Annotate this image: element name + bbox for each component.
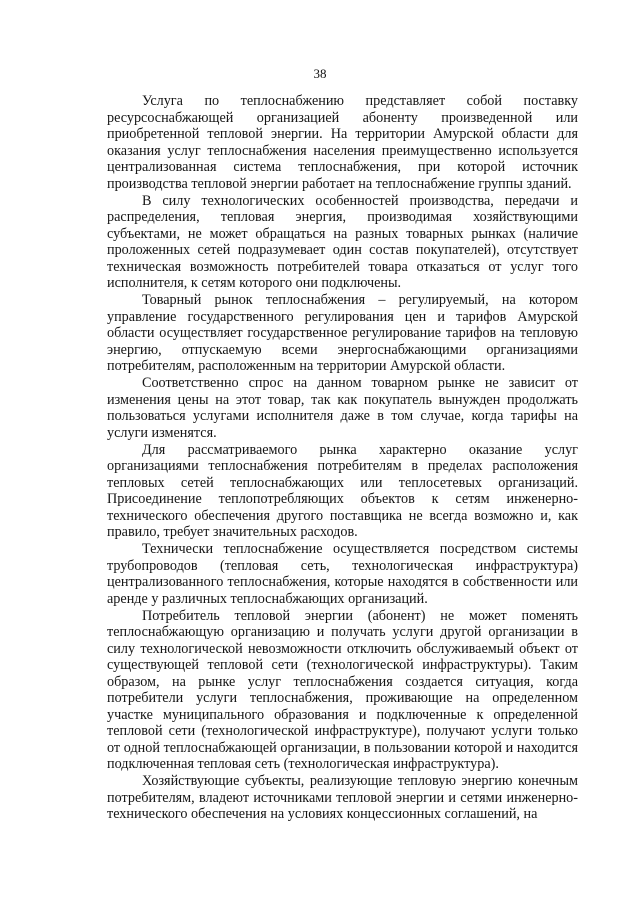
paragraph-regulated-market: Товарный рынок теплоснабжения – регулируемый, на котором управление государственного регулирования цен и тарифов Амурской области осуществляет государственное регулирование тарифов на тепловую энергию, отпускаемую всеми энергоснабжающими организациями потребителям, расположенным на территории Амурской области. bbox=[107, 292, 578, 374]
paragraph-consumer: Потребитель тепловой энергии (абонент) не может поменять теплоснабжающую организацию и получать услуги другой организации в силу технологической невозможности отключить обслуживаемый объект от существующей тепловой сети (технологической инфраструктуры). Таким образом, на рынке услуг теплоснабжения создается ситуация, когда потребители услуги теплоснабжения, проживающие на определенном участке муниципального образования и подключенные к определенной тепловой сети (технологической инфраструктуре), получают услуги только от одной теплоснабжающей организации, в пользовании которой и находится подключенная тепловая сеть (технологическая инфраструктура). bbox=[107, 607, 578, 772]
page-number: 38 bbox=[313, 66, 327, 81]
paragraph-business-entities: Хозяйствующие субъекты, реализующие тепловую энергию конечным потребителям, владеют источниками тепловой энергии и сетями инженерно-технического обеспечения на условиях концессионных соглашений, на bbox=[107, 773, 578, 822]
paragraph-demand: Соответственно спрос на данном товарном рынке не зависит от изменения цены на этот товар, так как покупатель вынужден продолжать пользоваться услугами исполнителя даже в том случае, когда тарифы на услуги изменятся. bbox=[107, 375, 578, 441]
document-body bbox=[107, 93, 578, 823]
paragraph-market-characteristics: Для рассматриваемого рынка характерно оказание услуг организациями теплоснабжения потребителям в пределах расположения тепловых сетей теплоснабжающих или теплосетевых организаций. Присоединение теплопотребляющих объектов к сетям инженерно-технического обеспечения другого поставщика не всегда возможно и, как правило, требует значительных расходов. bbox=[107, 441, 578, 540]
paragraph-technological-features: В силу технологических особенностей производства, передачи и распределения, тепловая энергия, производимая хозяйствующими субъектами, не может обращаться на разных товарных рынках (наличие проложенных сетей подразумевает один состав покупателей), отсутствует техническая возможность потребителей товара отказаться от услуг того исполнителя, к сетям которого они подключены. bbox=[107, 192, 578, 291]
paragraph-pipelines: Технически теплоснабжение осуществляется посредством системы трубопроводов (тепловая сеть, технологическая инфраструктура) централизованного теплоснабжения, которые находятся в собственности или аренде у различных теплоснабжающих организаций. bbox=[107, 541, 578, 607]
paragraph-heat-supply-service: Услуга по теплоснабжению представляет собой поставку ресурсоснабжающей организацией абоненту произведенной или приобретенной тепловой энергии. На территории Амурской области для оказания услуг теплоснабжения населения преимущественно используется централизованная система теплоснабжения, при которой источник производства тепловой энергии работает на теплоснабжение группы зданий. bbox=[107, 93, 578, 192]
